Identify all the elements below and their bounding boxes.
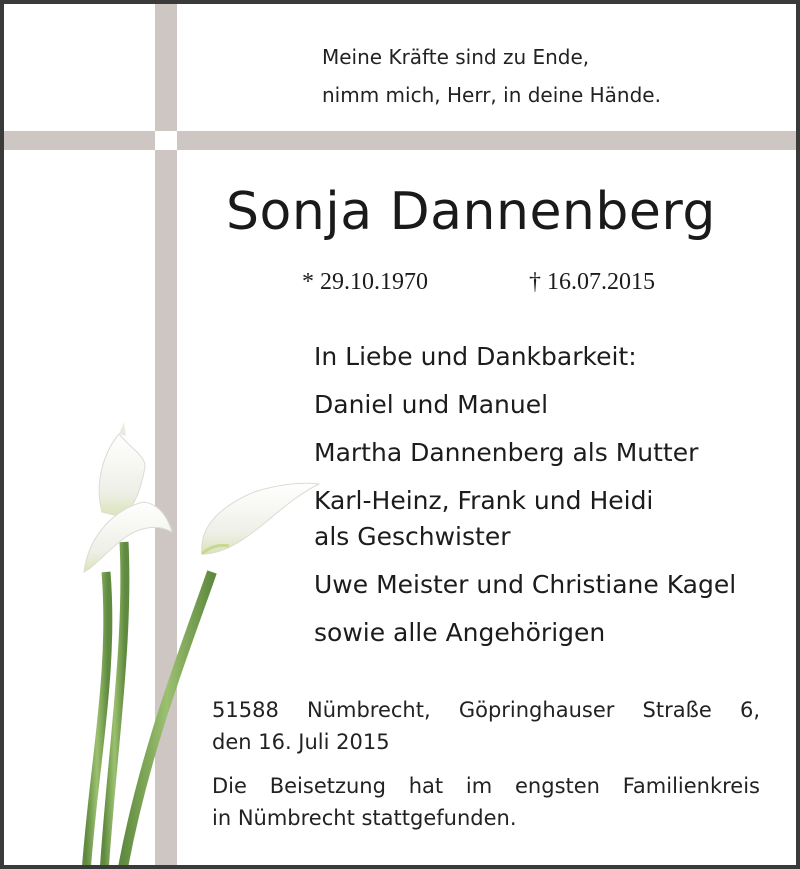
verse-line: Meine Kräfte sind zu Ende, [322,45,590,69]
mourner-line: sowie alle Angehörigen [314,618,606,647]
address-block [212,694,760,834]
verse-line: nimm mich, Herr, in deine Hände. [322,83,661,107]
verse [322,38,661,114]
address-date: den 16. Juli 2015 [212,730,390,754]
mourner-line: Karl-Heinz, Frank und Heidi [314,486,654,515]
mourner-line: als Geschwister [314,522,511,551]
birth-date: * 29.10.1970 [302,269,428,295]
cross-horizontal-bar [4,131,800,150]
death-date: † 16.07.2015 [529,269,655,295]
mourners-intro: In Liebe und Dankbarkeit: [314,342,637,371]
burial-line: Die Beisetzung hat im engsten Familienkreis [212,774,760,798]
mourner-line: Uwe Meister und Christiane Kagel [314,570,737,599]
mourner-line: Daniel und Manuel [314,390,549,419]
mourners-list [314,339,736,651]
address-line: 51588 Nümbrecht, Göpringhauser Straße 6, [212,698,760,722]
burial-line: in Nümbrecht stattgefunden. [212,806,517,830]
mourner-line: Martha Dannenberg als Mutter [314,438,699,467]
cross-center [155,131,177,150]
deceased-name: Sonja Dannenberg [226,182,716,242]
